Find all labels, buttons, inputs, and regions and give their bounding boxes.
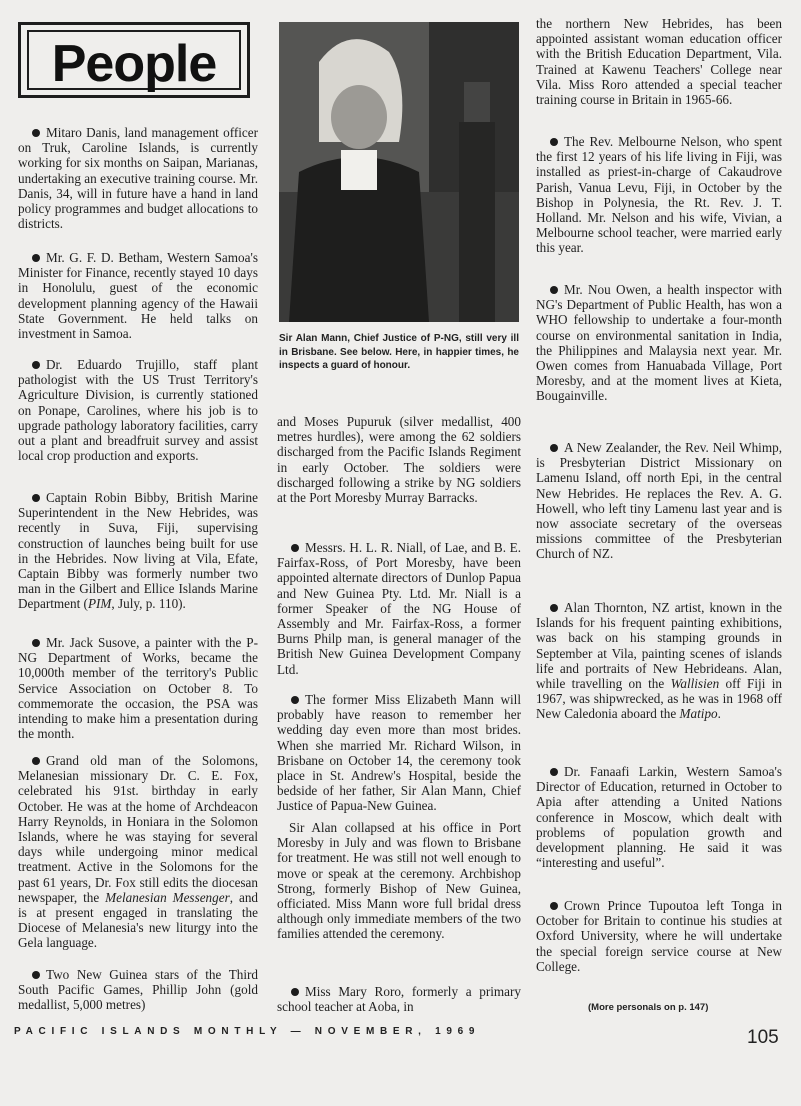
article-susove [18, 635, 258, 741]
section-title-inner-border [27, 30, 241, 93]
article-whimp [536, 440, 782, 562]
article-betham [18, 250, 258, 341]
article-text: off Fiji in 1967, was shipwrecked, as he was in 1968 off New Caledonia aboard the [536, 676, 782, 722]
bullet-icon [291, 696, 299, 704]
bullet-icon [32, 494, 40, 502]
article-text: Sir Alan collapsed at his office in Port Moresby in July and was flown to Brisbane for treatment. He was still not well enough to move or speak at the ceremony. Archbishop Strong, formerly Bishop of New Guinea, officiated. Miss Mann wore full bridal dress although only immediate members of the two families attended the ceremony. [277, 820, 521, 942]
bullet-icon [550, 902, 558, 910]
article-text: Mr. Nou Owen, a health inspector with NG's Department of Public Health, has won a WHO fellowship to undertake a four-month course on environmental sanitation in India, the Philippines and Malaysia next year. Mr. Owen comes from Hanuabada Village, Port Moresby, and at the moment lives at Kieta, Bougainville. [536, 282, 782, 404]
section-title-box [18, 22, 250, 98]
article-text: Mitaro Danis, land management officer on Truk, Caroline Islands, is currently working for six months on Saipan, Marianas, undertaking an executive training course. Mr. Danis, 34, will in future have a hand in land policy programmes and budget allocations to districts. [18, 125, 258, 232]
article-text: Grand old man of the Solomons, Melanesian missionary Dr. C. E. Fox, celebrated his 91st. birthday in early October. He was at the home of Archdeacon Harry Reynolds, in Honiara in the Solomon Islands, where he was staying for several days while undergoing minor medical treatment. Active in the Solomons for the past 61 years, Dr. Fox still edits the diocesan newspaper, the [18, 753, 258, 905]
article-text: , and is at present engaged in translating the Diocese of Melanesia's new liturgy into the Gela language. [18, 889, 259, 951]
bullet-icon [291, 988, 299, 996]
article-text: , July, p. 110). [111, 596, 186, 612]
bullet-icon [32, 361, 40, 369]
article-pupuruk [277, 414, 521, 505]
article-sir-alan [277, 820, 521, 942]
article-text: . [717, 706, 721, 722]
photo-illustration [279, 22, 519, 322]
publication-name: PIM [87, 596, 112, 612]
bullet-icon [32, 639, 40, 647]
article-games-stars [18, 967, 258, 1013]
article-text: The former Miss Elizabeth Mann will probably have reason to remember her wedding day even more than most brides. When she married Mr. Richard Wilson, in Brisbane on October 14, the ceremony took place in St. Andrew's Hospital, beside the bedside of her father, Sir Alan Mann, Chief Justice of Papua-New Guinea. [277, 692, 521, 814]
photo-caption: Sir Alan Mann, Chief Justice of P-NG, still very ill in Brisbane. See below. Here, in happier times, he inspects a guard of honour. [279, 333, 519, 371]
article-text: Dr. Eduardo Trujillo, staff plant pathologist with the US Trust Territory's Agriculture Division, is currently stationed on Ponape, Carolines, where his job is to upgrade pathology laboratory facilities, carry out a plant and breadfruit survey and assist local crop production and exports. [18, 357, 258, 464]
article-text: Two New Guinea stars of the Third South Pacific Games, Phillip John (gold medallist, 5,000 metres) [18, 967, 258, 1013]
photo-sir-alan-mann [279, 22, 519, 322]
article-text: A New Zealander, the Rev. Neil Whimp, is Presbyterian District Missionary on Lamenu Island, off north Epi, in the central New Hebrides. He replaces the Rev. A. G. Howell, who left tiny Lamenu last year and is now associate secretary of the overseas missions committee of the Presbyterian Church of NZ. [536, 440, 782, 562]
article-tupoutoa [536, 898, 782, 974]
article-text: Mr. G. F. D. Betham, Western Samoa's Minister for Finance, recently stayed 10 days in Honolulu, guest of the economic development planning agency of the Hawaii State Government. He held talks on investment in Samoa. [18, 250, 258, 342]
bullet-icon [32, 757, 40, 765]
section-title: People [51, 35, 217, 93]
article-owen [536, 282, 782, 404]
article-text: The Rev. Melbourne Nelson, who spent the first 12 years of his life living in Fiji, was installed as priest-in-charge of Cakaudrove Parish, Vanua Levu, Fiji, in October by the Bishop in Polynesia, the Rt. Rev. J. T. Holland. Mr. Nelson and his wife, Vivian, a Melbourne school teacher, were married early this year. [536, 134, 782, 256]
article-trujillo [18, 357, 258, 463]
article-bibby [18, 490, 258, 612]
article-roro-continued [536, 16, 782, 107]
bullet-icon [550, 138, 558, 146]
article-fox [18, 753, 258, 951]
publication-name: Melanesian Messenger [105, 889, 230, 905]
article-text: Captain Robin Bibby, British Marine Superintendent in the New Hebrides, was recently in Suva, Fiji, supervising construction of launches being built for use in the Hebrides. Now living at Vila, Efate, Captain Bibby was formerly number two man in the Gilbert and Ellice Islands Marine Department ( [18, 490, 258, 612]
article-larkin [536, 764, 782, 870]
footer-masthead: PACIFIC ISLANDS MONTHLY — NOVEMBER, 1969 [14, 1026, 481, 1037]
bullet-icon [291, 544, 299, 552]
bullet-icon [550, 604, 558, 612]
article-text: and Moses Pupuruk (silver medallist, 400 metres hurdles), were among the 62 soldiers discharged from the Pacific Islands Regiment in early October. The soldiers were discharged following a strike by NG soldiers at the Port Moresby Murray Barracks. [277, 414, 521, 506]
article-text: the northern New Hebrides, has been appointed assistant woman education officer with the British Education Department, Vila. Trained at Kawenu Teachers' College near Vila. Miss Roro attended a special teacher training course in Britain in 1965-66. [536, 16, 782, 108]
ship-name: Wallisien [670, 676, 720, 692]
article-text: Dr. Fanaafi Larkin, Western Samoa's Director of Education, returned in October to Apia after attending a United Nations conference in Moscow, which dealt with problems of population growth and development planning. He said it was “interesting and useful”. [536, 764, 782, 871]
ship-name: Matipo [679, 706, 718, 722]
bullet-icon [550, 286, 558, 294]
article-niall [277, 540, 521, 677]
bullet-icon [32, 129, 40, 137]
article-mann-wedding [277, 692, 521, 814]
bullet-icon [550, 768, 558, 776]
bullet-icon [32, 254, 40, 262]
more-personals-note: (More personals on p. 147) [588, 1002, 709, 1013]
article-roro [277, 984, 521, 1014]
bullet-icon [550, 444, 558, 452]
article-thornton [536, 600, 782, 722]
article-text: Messrs. H. L. R. Niall, of Lae, and B. E. Fairfax-Ross, of Port Moresby, have been appointed alternate directors of Dunlop Papua and New Guinea Pty. Ltd. Mr. Niall is a former Speaker of the NG House of Assembly and Mr. Fairfax-Ross, a former Burns Philp man, is general manager of the British New Guinea Development Company Ltd. [277, 540, 521, 677]
page-number: 105 [747, 1027, 779, 1048]
article-danis [18, 125, 258, 231]
article-text: Miss Mary Roro, formerly a primary school teacher at Aoba, in [277, 984, 521, 1015]
article-text: Mr. Jack Susove, a painter with the P-NG Department of Works, became the 10,000th member of the territory's Public Service Association on October 8. To commemorate the occasion, the PSA was intending to make him a presentation during the month. [18, 635, 258, 742]
article-text: Crown Prince Tupoutoa left Tonga in October for Britain to continue his studies at Oxford University, where he will undertake the special foreign service course at New College. [536, 898, 782, 974]
article-nelson [536, 134, 782, 256]
bullet-icon [32, 971, 40, 979]
article-text: Alan Thornton, NZ artist, known in the Islands for his frequent painting exhibitions, was back on his stamping grounds in September at Vila, painting scenes of islands life and portraits of New Hebrideans. Alan, while travelling on the [536, 600, 782, 692]
